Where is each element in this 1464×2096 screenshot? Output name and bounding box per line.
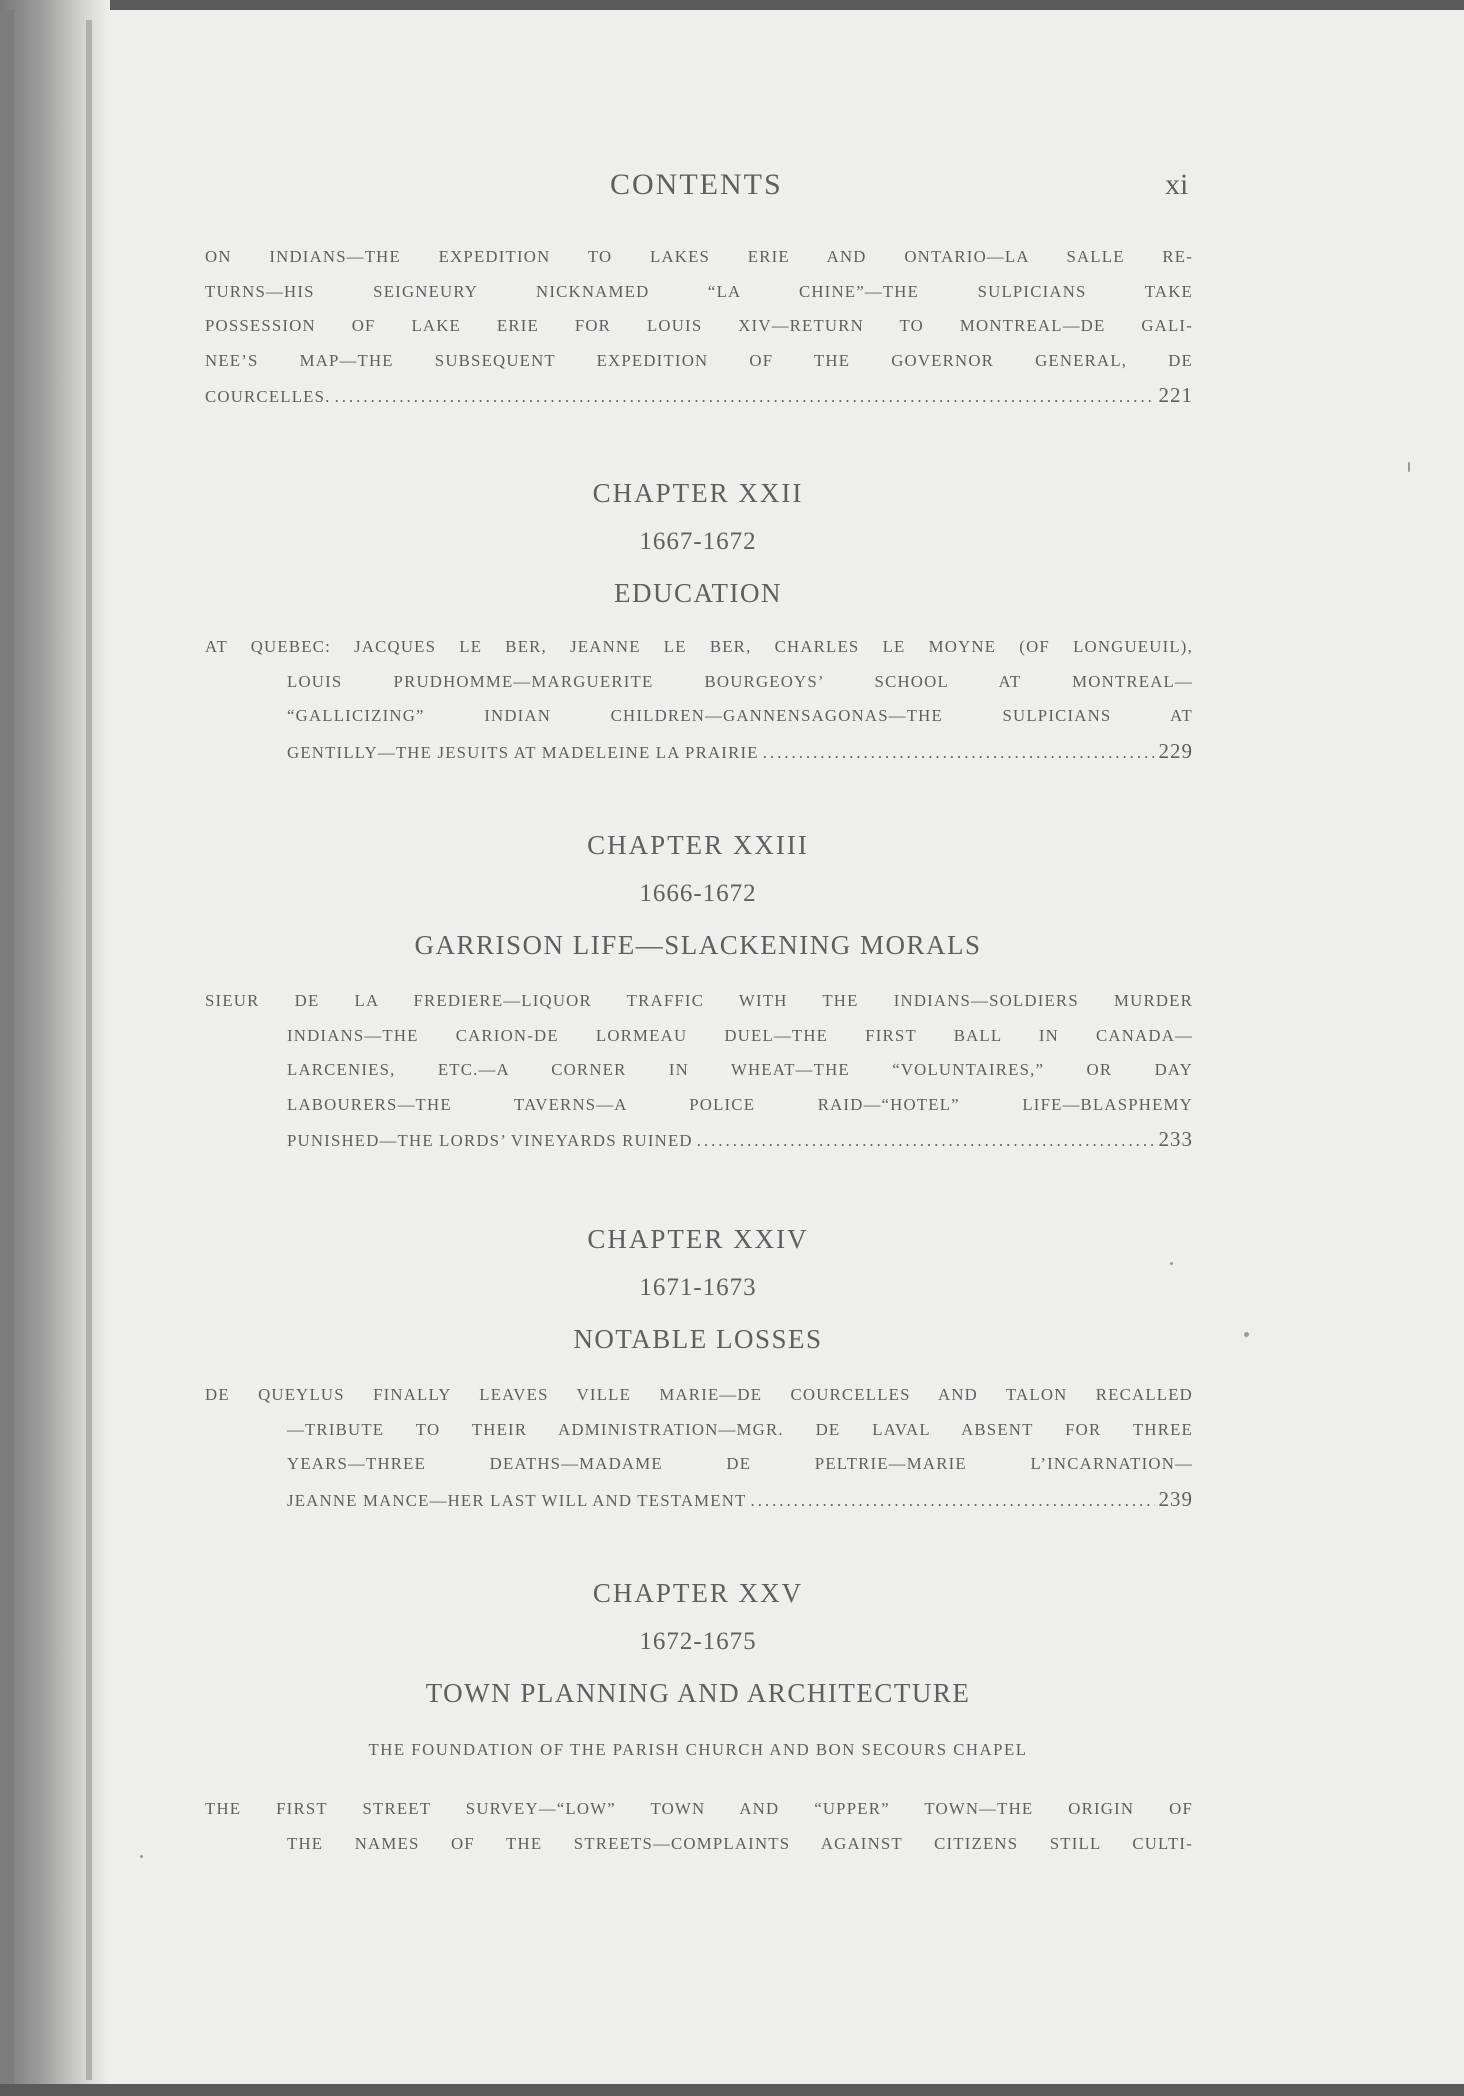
toc-leader-row	[205, 1482, 1193, 1519]
paper-speck	[1244, 1332, 1249, 1337]
page-bottom-edge	[0, 2084, 1464, 2096]
page-top-edge	[0, 0, 1464, 10]
toc-leader-row	[205, 378, 1193, 415]
dot-leader	[763, 736, 1155, 771]
paper-speck	[1170, 1262, 1173, 1265]
chapter-years: 1667-1672	[639, 528, 757, 555]
toc-line: JEANNE MANCE—HER LAST WILL AND TESTAMENT	[287, 1490, 747, 1510]
chapter-subtitle: THE FOUNDATION OF THE PARISH CHURCH AND BON SECOURS CHAPEL	[368, 1740, 1028, 1759]
toc-line: DE QUEYLUS FINALLY LEAVES VILLE MARIE—DE COURCELLES AND TALON RECALLED	[205, 1385, 1193, 1404]
running-head	[0, 168, 1464, 208]
dot-leader	[335, 380, 1155, 415]
chapter-xxiv-summary	[205, 1378, 1193, 1518]
toc-leader-row	[205, 1122, 1193, 1159]
toc-page-ref: 229	[1158, 738, 1193, 763]
toc-line: —TRIBUTE TO THEIR ADMINISTRATION—MGR. DE LAVAL ABSENT FOR THREE	[287, 1419, 1193, 1439]
book-spine-edge	[0, 10, 14, 2084]
chapter-xxii-summary	[205, 630, 1193, 770]
chapter-title: EDUCATION	[614, 578, 782, 608]
toc-page-ref: 233	[1158, 1127, 1193, 1151]
toc-line: LABOURERS—THE TAVERNS—A POLICE RAID—“HOTEL” LIFE—BLASPHEMY	[287, 1094, 1193, 1114]
running-head-title: CONTENTS	[610, 168, 783, 201]
chapter-xxv-summary	[205, 1792, 1193, 1861]
chapter-title: TOWN PLANNING AND ARCHITECTURE	[425, 1678, 971, 1708]
toc-page-ref: 239	[1158, 1486, 1193, 1511]
toc-page-ref: 221	[1158, 383, 1193, 407]
toc-line: THE NAMES OF THE STREETS—COMPLAINTS AGAINST CITIZENS STILL CULTI-	[287, 1833, 1193, 1853]
toc-line: LARCENIES, ETC.—A CORNER IN WHEAT—THE “VOLUNTAIRES,” OR DAY	[287, 1060, 1193, 1079]
chapter-years: 1671-1673	[639, 1274, 757, 1301]
paper-speck	[140, 1855, 143, 1858]
toc-leader-row	[205, 734, 1193, 771]
toc-line: NEE’S MAP—THE SUBSEQUENT EXPEDITION OF THE GOVERNOR GENERAL, DE	[205, 350, 1193, 370]
toc-line: SIEUR DE LA FREDIERE—LIQUOR TRAFFIC WITH THE INDIANS—SOLDIERS MURDER	[205, 991, 1193, 1010]
chapter-title: GARRISON LIFE—SLACKENING MORALS	[414, 930, 982, 960]
toc-line: “GALLICIZING” INDIAN CHILDREN—GANNENSAGONAS—THE SULPICIANS AT	[287, 706, 1193, 725]
chapter-heading: CHAPTER XXIII	[587, 830, 809, 860]
toc-line: PUNISHED—THE LORDS’ VINEYARDS RUINED	[287, 1131, 693, 1150]
dot-leader	[697, 1124, 1155, 1159]
toc-entry-continued	[205, 240, 1193, 415]
page-number: xi	[1165, 168, 1189, 201]
toc-line: INDIANS—THE CARION-DE LORMEAU DUEL—THE FIRST BALL IN CANADA—	[287, 1025, 1193, 1045]
dot-leader	[751, 1484, 1155, 1519]
chapter-years: 1672-1675	[639, 1628, 757, 1655]
toc-line: GENTILLY—THE JESUITS AT MADELEINE LA PRAIRIE	[287, 742, 759, 762]
chapter-years: 1666-1672	[639, 880, 757, 907]
book-spine-shadow	[0, 0, 110, 2096]
chapter-heading: CHAPTER XXIV	[587, 1224, 809, 1254]
toc-line: YEARS—THREE DEATHS—MADAME DE PELTRIE—MARIE L’INCARNATION—	[287, 1454, 1193, 1473]
chapter-heading: CHAPTER XXII	[592, 478, 804, 508]
toc-line: POSSESSION OF LAKE ERIE FOR LOUIS XIV—RETURN TO MONTREAL—DE GALI-	[205, 316, 1193, 335]
toc-line: ON INDIANS—THE EXPEDITION TO LAKES ERIE AND ONTARIO—LA SALLE RE-	[205, 247, 1193, 266]
toc-line: LOUIS PRUDHOMME—MARGUERITE BOURGEOYS’ SCHOOL AT MONTREAL—	[287, 671, 1193, 691]
chapter-title: NOTABLE LOSSES	[573, 1324, 823, 1354]
toc-line: THE FIRST STREET SURVEY—“LOW” TOWN AND “UPPER” TOWN—THE ORIGIN OF	[205, 1799, 1193, 1818]
paper-speck	[1408, 462, 1410, 472]
toc-line: TURNS—HIS SEIGNEURY NICKNAMED “LA CHINE”—THE SULPICIANS TAKE	[205, 281, 1193, 301]
book-gutter-line	[86, 20, 92, 2080]
toc-line: COURCELLES.	[205, 387, 331, 406]
toc-line: AT QUEBEC: JACQUES LE BER, JEANNE LE BER, CHARLES LE MOYNE (OF LONGUEUIL),	[205, 637, 1193, 656]
chapter-heading: CHAPTER XXV	[592, 1578, 804, 1608]
chapter-xxiii-summary	[205, 984, 1193, 1159]
